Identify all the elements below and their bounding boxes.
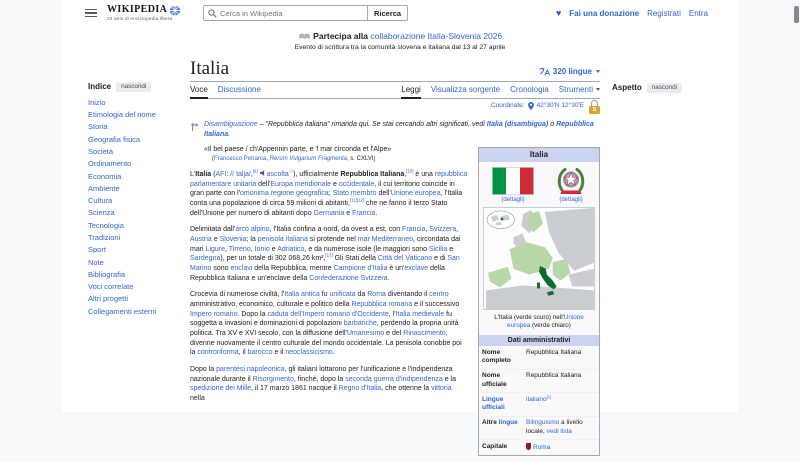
reference-link[interactable]: [11][12] (350, 198, 364, 203)
reference-link[interactable]: [13] (325, 253, 332, 258)
scrollbar-thumb[interactable] (794, 6, 799, 23)
toc-item[interactable]: Altri progetti (88, 293, 190, 305)
inline-link[interactable]: omonima regione geografica (240, 190, 329, 197)
inline-link[interactable]: repubblica parlamentare (190, 171, 467, 188)
text-segment: Repubblica Italiana (341, 171, 405, 178)
text-segment: , perdendo la propria unità politica. Tra XV e XVI secolo, con la diffusione dell' (190, 320, 459, 337)
inline-link[interactable]: Slovenia (220, 236, 247, 243)
toc-item[interactable]: Ordinamento (88, 158, 190, 170)
toc-item[interactable]: Collegamenti esterni (88, 305, 190, 317)
toc-item[interactable]: Etimologia del nome (88, 109, 190, 121)
inline-link[interactable]: /iˈtalja/ (230, 171, 251, 178)
toc-item[interactable]: Ambiente (88, 182, 190, 194)
inline-link[interactable]: caduta dell'Impero romano d'Occidente (267, 311, 388, 318)
text-segment: o (548, 121, 556, 128)
search-box[interactable] (203, 5, 368, 21)
toc-title: Indice (88, 82, 111, 91)
table-of-contents (88, 56, 190, 318)
text-segment: , (456, 226, 458, 233)
inline-link[interactable]: controriforma (197, 349, 238, 356)
inline-link[interactable]: Roma (533, 444, 550, 451)
text-segment: Gli Stati della (333, 255, 378, 262)
text-segment: che ne fanno il terzo Stato dell'Unione per numero di abitanti dopo (190, 200, 447, 217)
event-banner[interactable] (62, 26, 738, 56)
emblem-details-link[interactable]: (dettagli) (559, 197, 582, 203)
text-segment: a livello locale, (526, 419, 583, 435)
tools-menu[interactable]: Strumenti (559, 85, 600, 94)
text-segment: e (270, 246, 277, 253)
inline-link[interactable]: parentesi napoleonica (216, 366, 285, 373)
language-selector-button[interactable] (539, 67, 600, 76)
infobox-italia (478, 147, 600, 457)
text-segment: . (333, 349, 335, 356)
reference-link[interactable]: ⓘ (289, 169, 293, 174)
inline-link[interactable]: Repubblica Italiana (204, 121, 594, 139)
infobox-row-value (526, 443, 596, 453)
tab-discussione[interactable]: Discussione (218, 82, 261, 97)
text-segment: Crocevia di numerose civiltà, l' (190, 291, 284, 298)
inline-link[interactable]: Francia (352, 210, 375, 217)
text-segment: – "Repubblica italiana" rimanda qui. Se stai cercando altri significati, vedi (258, 121, 487, 128)
coordinates-label-link[interactable]: Coordinate: (491, 102, 525, 109)
inline-link[interactable]: barocco (248, 349, 273, 356)
infobox-row-value (526, 349, 596, 367)
infobox-row-label (482, 443, 526, 453)
banner-link[interactable]: collaborazione Italia-Slovenia 2026 (370, 31, 502, 41)
text-segment: dell' (256, 181, 270, 188)
inline-link[interactable]: Regno d'Italia (339, 385, 382, 392)
infobox-row (479, 439, 599, 455)
text-segment: Capitale (482, 443, 507, 450)
text-segment: e di (432, 255, 447, 262)
magnifier-icon (208, 9, 217, 18)
inline-link[interactable]: Città del Vaticano (378, 255, 432, 262)
infobox-row-value (526, 419, 596, 437)
speaker-icon (260, 170, 266, 176)
text-segment: e (212, 236, 220, 243)
toc-hide-button[interactable]: nascondi (116, 82, 151, 92)
inline-link[interactable]: unitaria (233, 181, 256, 188)
text-segment: , e da numerose isole (le maggiori sono (304, 246, 429, 253)
gold-padlock-icon[interactable]: S (589, 100, 600, 114)
inline-link[interactable]: Impero romano (190, 311, 237, 318)
infobox-row (479, 369, 599, 393)
inline-link[interactable]: barbariche (344, 320, 377, 327)
text-segment: L' (190, 171, 195, 178)
inline-link[interactable]: occidentale (339, 181, 374, 188)
italy-emblem[interactable] (555, 166, 587, 195)
italy-flag[interactable] (491, 167, 535, 195)
rome-coat-of-arms-icon (526, 443, 531, 450)
inline-link[interactable]: Francesco Petrarca (214, 156, 266, 162)
inline-link[interactable]: lingue (499, 419, 518, 426)
toc-item[interactable]: Bibliografia (88, 268, 190, 280)
infobox-row-label (482, 372, 526, 390)
text-segment: fu soggetta a invasioni e dominazioni di popolazioni (190, 311, 452, 328)
inline-link[interactable]: Unione europea (391, 190, 441, 197)
tab-voce[interactable]: Voce (190, 82, 208, 99)
map-pin-icon (528, 102, 534, 110)
banner-text-bold: Partecipa alla (313, 31, 368, 41)
inline-link[interactable]: Campione d'Italia (334, 265, 388, 272)
text-segment: fu (320, 291, 330, 298)
inline-link[interactable]: Bilinguismo (526, 419, 559, 426)
reference-link[interactable]: [9] (253, 169, 258, 174)
toc-item[interactable]: Scienza (88, 207, 190, 219)
toc-item[interactable]: Cultura (88, 195, 190, 207)
inline-link[interactable]: Europa meridionale (270, 181, 331, 188)
text-segment: Italia (195, 171, 211, 178)
inline-link[interactable]: Svizzera (429, 226, 456, 233)
text-segment: ; la (246, 236, 257, 243)
infobox-row-value (526, 396, 596, 414)
site-header (62, 0, 738, 26)
inline-link[interactable]: Disambiguazione (204, 121, 258, 128)
text-segment: , l'Italia confina a nord, da ovest a est, con (270, 226, 402, 233)
tab-cronologia[interactable]: Cronologia (510, 82, 549, 97)
fork-arrow-icon (190, 122, 200, 132)
text-segment: , (251, 246, 255, 253)
chevron-down-icon (596, 88, 600, 91)
inline-link[interactable]: Germania (314, 210, 345, 217)
text-segment: Delimitata dall' (190, 226, 235, 233)
text-segment: : (226, 171, 230, 178)
text-segment: , l' (389, 311, 396, 318)
article-tabs (190, 82, 600, 99)
text-segment: , finché, dopo la (294, 376, 345, 383)
inline-link[interactable]: enclavi (230, 265, 252, 272)
chevron-down-icon (596, 70, 600, 73)
inline-link[interactable]: Tirreno (229, 246, 251, 253)
toc-item[interactable]: Geografia fisica (88, 133, 190, 145)
banner-subtitle: Evento di scrittura tra la comunità slovena e italiana dal 13 al 27 aprile (62, 44, 738, 51)
register-link[interactable]: Registrati (647, 9, 681, 18)
inline-link[interactable]: penisola italiana (258, 236, 308, 243)
flag-details-link[interactable]: (dettagli) (501, 197, 524, 203)
text-segment: L'Italia (verde scuro) nell' (494, 314, 564, 321)
text-segment: nella (190, 395, 205, 402)
text-segment: , (225, 246, 229, 253)
inline-link[interactable]: Umanesimo (347, 330, 384, 337)
inline-link[interactable]: Rinascimento (403, 330, 445, 337)
appearance-panel (612, 56, 682, 93)
text-segment: , il (239, 349, 248, 356)
page-title: Italia (190, 58, 229, 80)
text-segment: , l'Italia conta una popolazione di circa 59 milioni di abitanti, (190, 190, 462, 207)
infobox-title: Italia (479, 148, 599, 162)
inline-link[interactable]: Risorgimento (253, 376, 294, 383)
inline-link[interactable]: Lingue ufficiali (482, 396, 505, 412)
inline-link[interactable]: mar Mediterraneo (358, 236, 413, 243)
text-segment: , s. CXLVI) (347, 156, 376, 162)
inline-link[interactable]: arco alpino (235, 226, 269, 233)
text-segment: , (404, 171, 406, 178)
wikipedia-puzzle-globe-icon (169, 4, 181, 16)
inline-link[interactable]: neoclassicismo (285, 349, 332, 356)
infobox-row (479, 346, 599, 369)
text-segment: , il cui territorio coincide in gran parte con l' (190, 181, 455, 198)
text-segment: della Repubblica Italiana e un'enclave della (190, 265, 445, 282)
text-segment: amministrativo, economico, culturale e politico della (190, 301, 351, 308)
text-segment: della Repubblica, mentre (252, 265, 333, 272)
login-link[interactable]: Entra (689, 9, 708, 18)
inline-link[interactable]: vedi lista (547, 428, 572, 435)
wikipedia-logo[interactable] (107, 4, 181, 22)
inline-link[interactable]: Roma (367, 291, 386, 298)
event-banner-icon (298, 32, 311, 40)
text-segment: e la (443, 376, 456, 383)
infobox-row-label (482, 396, 526, 414)
search-button[interactable]: Ricerca (367, 5, 408, 21)
reference-link[interactable]: [1] (547, 394, 551, 399)
infobox-row-label (482, 419, 526, 437)
text-segment: (verde chiaro) (530, 322, 571, 329)
text-segment: Repubblica Italiana (526, 372, 581, 379)
toc-item[interactable]: Storia (88, 121, 190, 133)
text-segment: Altre (482, 419, 499, 426)
text-segment: . (387, 275, 389, 282)
toc-item[interactable]: Tradizioni (88, 232, 190, 244)
inline-link[interactable]: Repubblica romana (351, 301, 412, 308)
heart-icon: ♥ (556, 9, 561, 18)
text-segment: dell' (377, 190, 391, 197)
infobox-row (479, 392, 599, 416)
text-segment: e (344, 210, 352, 217)
quote-text: «Il bel paese / ch'Appennin parte, e 'l mar circonda et l'Alpe» (204, 145, 600, 154)
wikipedia-tagline: 24 anni di enciclopedia libera (107, 17, 181, 22)
text-segment: e il successivo (412, 301, 459, 308)
infobox-row-value (526, 372, 596, 390)
toc-item[interactable]: Voci correlate (88, 281, 190, 293)
search-input[interactable] (220, 9, 360, 18)
inline-link[interactable]: ascolta (267, 171, 289, 178)
language-icon (539, 67, 550, 76)
disambiguation-note (190, 120, 600, 141)
appearance-hide-button[interactable]: nascondi (647, 83, 682, 93)
inline-link[interactable]: Ionio (255, 246, 270, 253)
text-segment: diventando il (386, 291, 429, 298)
text-segment: , (425, 226, 429, 233)
text-segment: si protende nel (308, 236, 358, 243)
text-segment: , circondata dai mari (190, 236, 461, 253)
text-segment: e (447, 246, 453, 253)
donate-link[interactable]: Fai una donazione (569, 9, 639, 18)
inline-link[interactable]: centro (429, 291, 448, 298)
text-segment: e del (384, 330, 403, 337)
inline-link[interactable]: Sardegna (190, 255, 220, 262)
hamburger-menu-icon[interactable] (85, 9, 97, 18)
inline-link[interactable]: unificata (329, 291, 355, 298)
toc-item[interactable]: Economia (88, 170, 190, 182)
europe-locator-map[interactable] (479, 205, 599, 312)
text-segment: , che ottenne la (381, 385, 431, 392)
inline-link[interactable]: Rerum Vulgarium Fragmenta (270, 156, 347, 162)
text-segment: ), per un totale di 302 068,26 km², (220, 255, 325, 262)
inline-link[interactable]: Sicilia (429, 246, 447, 253)
text-segment: è un' (387, 265, 404, 272)
text-segment: e il (273, 349, 286, 356)
text-segment: . (228, 131, 230, 138)
inline-link[interactable]: vittoria (431, 385, 452, 392)
infobox-row-label (482, 349, 526, 367)
text-segment: Nome ufficiale (482, 372, 507, 388)
text-segment: Nome completo (482, 349, 511, 365)
page-container (62, 0, 738, 412)
map-caption (479, 312, 599, 336)
inline-link[interactable]: Ligure (206, 246, 225, 253)
inline-link[interactable]: Unione europea (507, 314, 584, 330)
text-segment: Dopo la (190, 366, 216, 373)
text-segment: . (375, 210, 377, 217)
text-segment: ( (211, 171, 215, 178)
inline-link[interactable]: Stato membro (333, 190, 377, 197)
search-bar (203, 5, 408, 21)
inline-link[interactable]: italiano (526, 396, 547, 403)
tab-visualizza-sorgente[interactable]: Visualizza sorgente (431, 82, 500, 97)
inline-link[interactable]: Italia antica (284, 291, 319, 298)
inline-link[interactable]: spedizione dei Mille (190, 385, 251, 392)
toc-item[interactable]: Tecnologia (88, 219, 190, 231)
inline-link[interactable]: Italia (disambigua) (487, 121, 548, 128)
language-count: 320 lingue (553, 67, 592, 76)
inline-link[interactable]: Italia medievale (396, 311, 445, 318)
text-segment: ( (212, 156, 214, 162)
header-user-links (556, 9, 708, 18)
inline-link[interactable]: seconda guerra d'indipendenza (345, 376, 442, 383)
text-segment: , (266, 156, 269, 162)
toc-item[interactable]: Sport (88, 244, 190, 256)
text-segment: e (331, 181, 339, 188)
disambiguation-text (204, 120, 600, 141)
toc-item[interactable]: Note (88, 256, 190, 268)
inline-link[interactable]: AFI (215, 171, 226, 178)
text-segment: , il 17 marzo 1861 nacque il (251, 385, 339, 392)
text-segment: , divenne nuovamente il centro culturale del mondo occidentale. La penisola conobbe poi la (190, 330, 462, 356)
tab-leggi[interactable]: Leggi (401, 82, 421, 99)
coordinates-bar (190, 99, 600, 112)
text-segment: , gli italiani lottarono per l'unificazione e l'indipendenza nazionale durante il (190, 366, 453, 383)
reference-link[interactable]: [10] (406, 169, 413, 174)
text-segment: è una (413, 171, 434, 178)
toc-item[interactable]: Società (88, 146, 190, 158)
infobox-row (479, 416, 599, 440)
inline-link[interactable]: Confederazione Svizzera (309, 275, 387, 282)
inline-link[interactable]: San Marino (190, 255, 460, 272)
inline-link[interactable]: Austria (190, 236, 212, 243)
inline-link[interactable]: Francia (402, 226, 425, 233)
article-body (190, 120, 600, 404)
text-segment: . Dopo la (237, 311, 267, 318)
main-content (190, 56, 600, 462)
text-segment: ), ufficialmente (293, 171, 340, 178)
text-segment: da (356, 291, 368, 298)
coordinates-value-link[interactable]: 42°30′N 12°30′E (537, 102, 584, 109)
text-segment: Repubblica Italiana (526, 349, 581, 356)
inline-link[interactable]: Adriatico (277, 246, 304, 253)
wikipedia-wordmark: WIKIPEDIA (107, 5, 167, 15)
appearance-title: Aspetto (612, 83, 642, 92)
text-segment: sono (211, 265, 230, 272)
toc-item[interactable]: Inizio (88, 97, 190, 109)
infobox-section-header: Dati amministrativi (479, 335, 599, 346)
inline-link[interactable]: exclave (404, 265, 428, 272)
text-segment: ; (329, 190, 333, 197)
text-segment: , (251, 171, 253, 178)
